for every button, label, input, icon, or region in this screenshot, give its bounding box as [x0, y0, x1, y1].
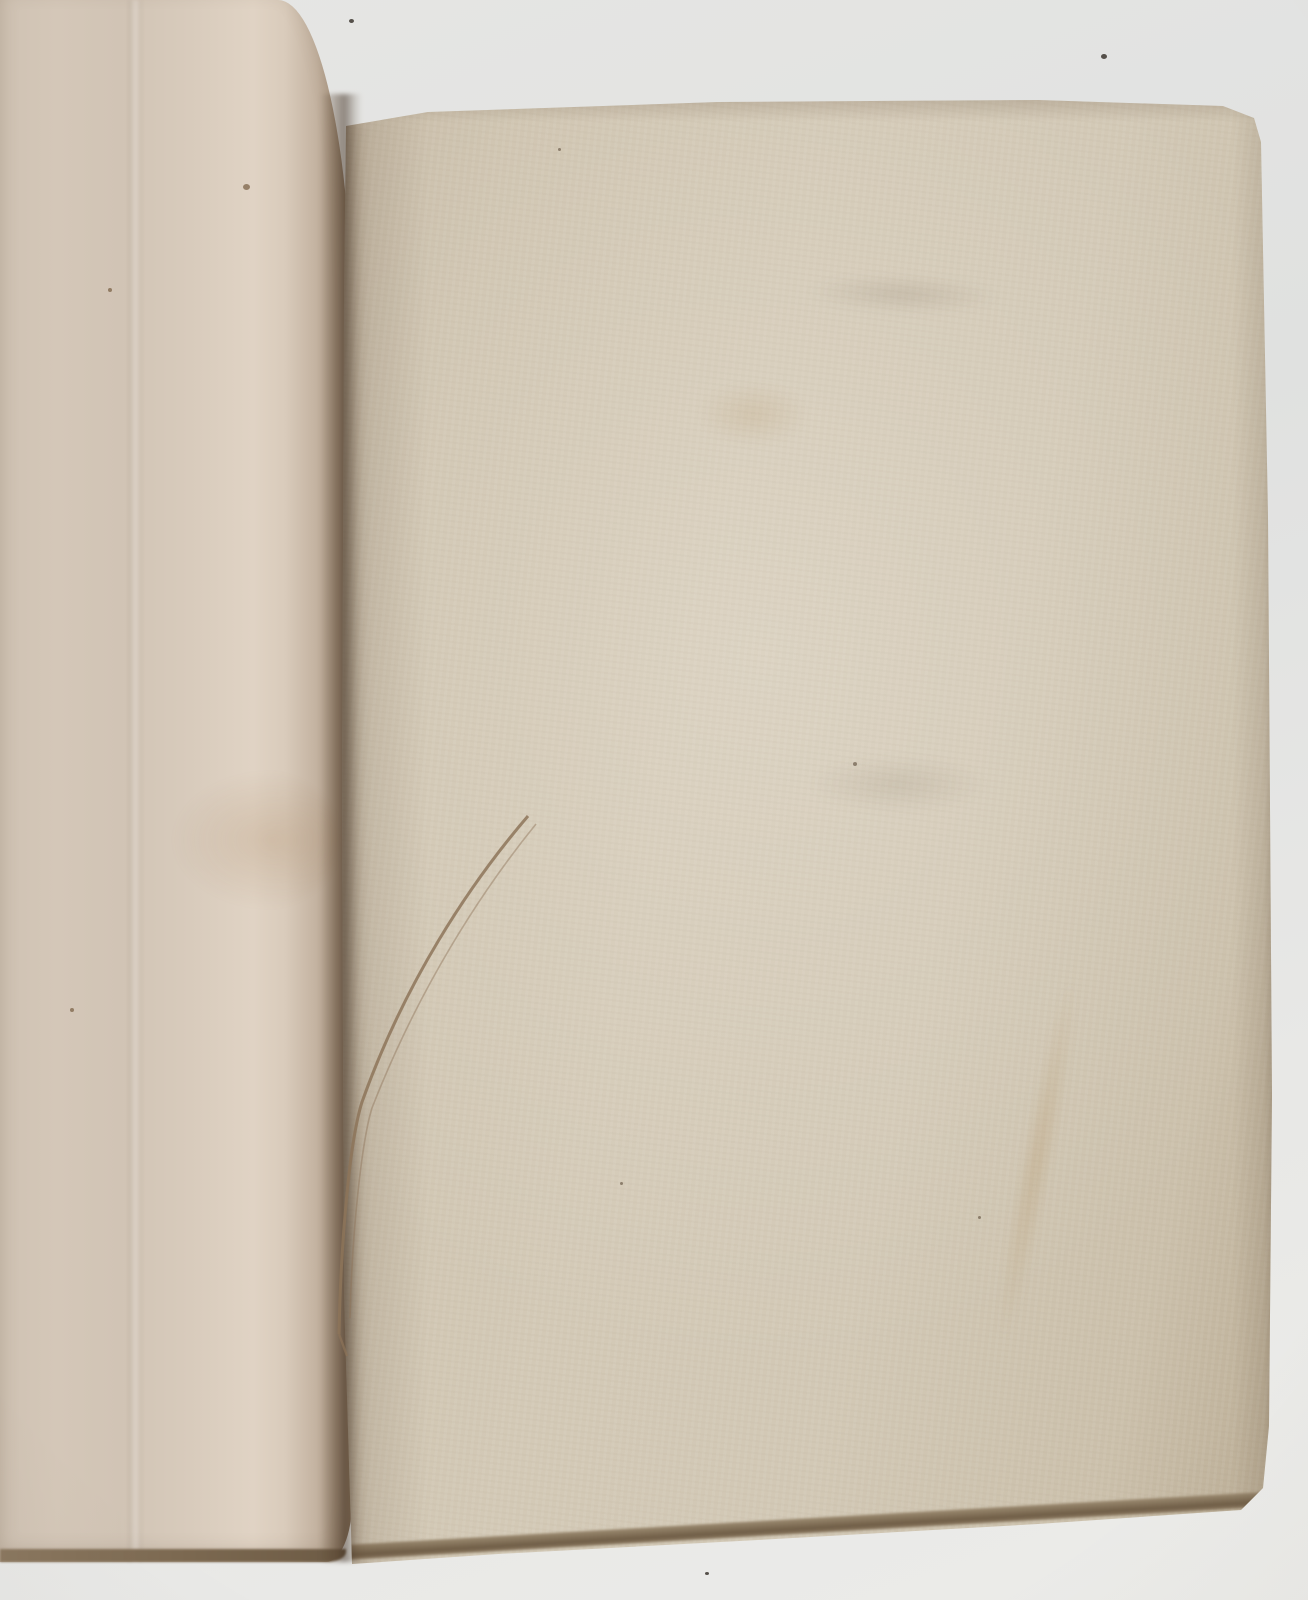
paper-speck [978, 1216, 981, 1219]
dust-speck [1101, 54, 1107, 59]
paper-speck [108, 288, 112, 292]
page-crease [128, 0, 142, 1562]
paper-stain [698, 382, 808, 446]
stage-directions [422, 536, 1102, 547]
paper-speck [853, 762, 857, 766]
dust-speck [349, 19, 354, 23]
triangle-band-svg [416, 258, 1085, 330]
paper-speck [620, 1182, 623, 1185]
book-page [338, 96, 1278, 1566]
triangle-band-ornament [416, 258, 1085, 330]
paper-speck [558, 148, 561, 151]
left-page-curl [0, 0, 352, 1562]
paper-smudge [808, 756, 988, 812]
water-stain [988, 980, 1086, 1339]
page-number [422, 546, 1102, 557]
paper-stain [170, 770, 340, 910]
paper-speck [70, 1008, 74, 1012]
gutter-shadow [320, 94, 362, 1562]
paper-speck [243, 184, 250, 190]
page-text-column [422, 536, 1102, 557]
dust-speck [705, 1572, 709, 1575]
dialogue-section [422, 536, 1102, 547]
